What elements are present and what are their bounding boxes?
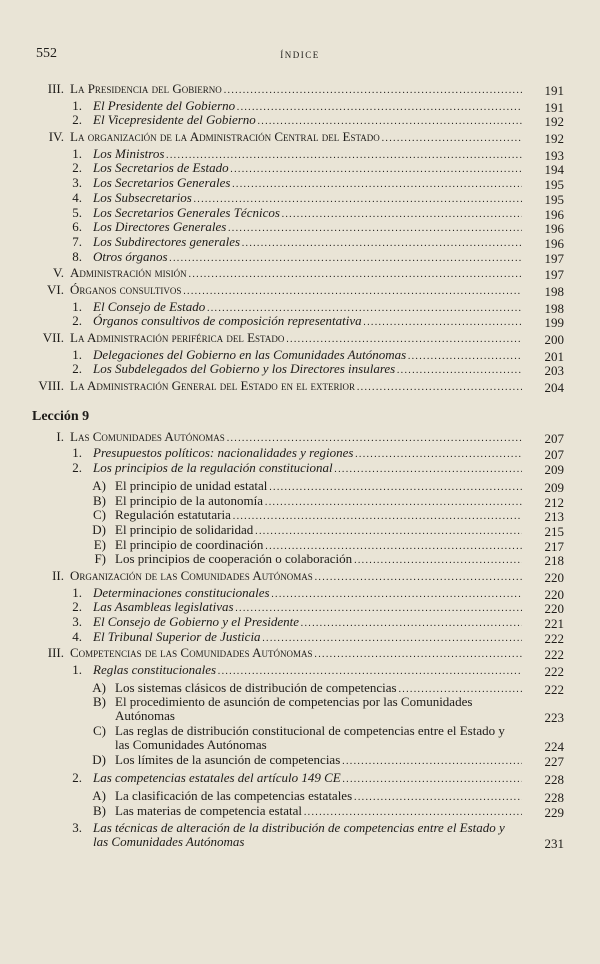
toc-entry-title: El Consejo de Gobierno y el Presidente . . .	[93, 615, 522, 632]
toc-entry-title: El principio de solidaridad . . .	[115, 523, 522, 540]
running-title: ÍNDICE	[280, 50, 320, 60]
toc-entry-number: A)	[92, 787, 106, 803]
toc-entry-page: 199	[544, 315, 564, 331]
toc-entry-page: 204	[544, 380, 564, 396]
toc-entry	[0, 348, 600, 363]
toc-entry-page: 228	[544, 772, 564, 788]
toc-entry	[0, 586, 600, 601]
toc-entry	[0, 538, 600, 553]
toc-entry	[0, 523, 600, 538]
toc-entry-page: 209	[544, 479, 564, 495]
toc-entry-page: 200	[544, 332, 564, 347]
toc-entry-title: Los Subsecretarios . . .	[93, 191, 522, 208]
toc-entry	[0, 161, 600, 176]
toc-entry-number: III.	[47, 645, 64, 661]
toc-entry-title: Los Subdirectores generales . . .	[93, 235, 522, 252]
toc-entry-number: I.	[56, 428, 64, 444]
toc-entry	[0, 99, 600, 114]
toc-entry-page: 223	[544, 710, 564, 726]
toc-entry-title: Los Secretarios Generales . . .	[93, 176, 522, 193]
toc-entry-number: 1.	[72, 346, 82, 362]
toc-entry-number: F)	[94, 551, 106, 567]
toc-entry-page: 193	[544, 147, 564, 163]
toc-entry-page: 191	[544, 83, 564, 98]
toc-entry-number: 1.	[72, 662, 82, 678]
toc-entry-number: 3.	[72, 614, 82, 629]
toc-entry-title: Las reglas de distribución constitucional de competencias entre el Estado y las Comunidades Autónomas	[115, 723, 505, 753]
toc-entry-title: Los Ministros . . .	[93, 147, 522, 164]
toc-entry-number: 7.	[72, 233, 82, 249]
toc-entry-number: 1.	[72, 298, 82, 314]
toc-entry-page: 207	[544, 430, 564, 446]
toc-entry-number: 8.	[72, 248, 82, 264]
toc-entry-page: 198	[544, 283, 564, 299]
toc-entry	[0, 753, 600, 768]
toc-entry	[0, 494, 600, 509]
toc-entry-page: 212	[544, 494, 564, 510]
toc-entry-page: 220	[544, 601, 564, 617]
toc-entry-title: Regulación estatutaria . . .	[115, 508, 522, 525]
toc-entry	[0, 176, 600, 191]
toc-entry-number: D)	[92, 521, 106, 537]
toc-entry	[0, 113, 600, 128]
toc-entry-title: Órganos consultivos . . .	[70, 283, 522, 300]
toc-entry-page: 209	[544, 462, 564, 478]
toc-entry-number: C)	[93, 507, 106, 523]
toc-entry-title: El principio de coordinación . . .	[115, 538, 522, 555]
toc-entry-number: 2.	[72, 112, 82, 128]
toc-entry	[0, 235, 600, 250]
table-of-contents	[0, 82, 600, 850]
toc-entry-page: 194	[544, 162, 564, 178]
toc-entry	[0, 266, 600, 281]
toc-entry-number: C)	[93, 723, 106, 739]
toc-entry-page: 192	[544, 114, 564, 130]
toc-entry-title: Los principios de la regulación constitucional . . .	[93, 461, 522, 478]
toc-entry-number: III.	[47, 81, 64, 96]
page-number: 552	[36, 46, 57, 61]
toc-entry-page: 222	[544, 681, 564, 697]
toc-entry-title: El Presidente del Gobierno . . .	[93, 99, 522, 116]
toc-entry-number: 4.	[72, 628, 82, 644]
toc-entry-page: 217	[544, 538, 564, 554]
toc-entry-number: 1.	[72, 145, 82, 161]
toc-entry-number: 1.	[72, 97, 82, 113]
toc-entry-title: La Administración General del Estado en el exterior . . .	[70, 379, 522, 396]
toc-entry	[0, 789, 600, 804]
toc-entry-number: B)	[93, 694, 106, 710]
toc-entry-page: 224	[544, 739, 564, 755]
toc-entry-page: 222	[544, 647, 564, 663]
toc-entry-number: VIII.	[38, 378, 64, 394]
toc-entry-title: Los Secretarios Generales Técnicos . . .	[93, 206, 522, 223]
toc-entry	[0, 695, 600, 724]
toc-entry-title: Administración misión . . .	[70, 266, 522, 283]
toc-entry-title: Las Comunidades Autónomas . . .	[70, 430, 522, 447]
lesson-heading	[0, 404, 600, 428]
toc-entry-page: 220	[544, 586, 564, 602]
toc-entry-title: El Vicepresidente del Gobierno . . .	[93, 113, 522, 130]
toc-entry	[0, 724, 600, 753]
toc-entry	[0, 569, 600, 584]
toc-entry-page: 195	[544, 177, 564, 193]
toc-entry-title: Los sistemas clásicos de distribución de competencias . . .	[115, 681, 522, 698]
toc-entry-number: A)	[92, 679, 106, 695]
toc-entry-number: 2.	[72, 313, 82, 329]
toc-entry-number: 3.	[72, 820, 82, 836]
toc-entry-page: 222	[544, 664, 564, 680]
toc-entry-number: IV.	[48, 129, 64, 145]
toc-entry	[0, 804, 600, 819]
toc-entry	[0, 646, 600, 661]
toc-entry-number: D)	[92, 752, 106, 768]
toc-entry-number: B)	[93, 492, 106, 508]
toc-entry-page: 221	[544, 616, 564, 631]
toc-entry	[0, 283, 600, 298]
toc-entry-page: 191	[544, 99, 564, 115]
toc-entry	[0, 681, 600, 696]
toc-entry-number: VII.	[42, 330, 64, 345]
toc-entry-number: A)	[92, 477, 106, 493]
toc-entry-title: Los Directores Generales . . .	[93, 220, 522, 237]
toc-entry-page: 197	[544, 250, 564, 266]
toc-entry	[0, 508, 600, 523]
toc-entry	[0, 362, 600, 377]
lesson-title: Lección 9	[32, 409, 90, 424]
toc-entry-page: 196	[544, 235, 564, 251]
toc-entry	[0, 147, 600, 162]
toc-entry	[0, 331, 600, 346]
toc-entry-title: Competencias de las Comunidades Autónomas . . .	[70, 646, 522, 663]
toc-entry-page: 196	[544, 206, 564, 222]
toc-entry	[0, 771, 600, 786]
toc-entry	[0, 191, 600, 206]
toc-entry-number: 1.	[72, 445, 82, 461]
toc-entry-page: 231	[544, 836, 564, 852]
toc-entry-title: Determinaciones constitucionales . . .	[93, 586, 522, 603]
toc-entry-page: 227	[544, 754, 564, 770]
toc-entry-title: El principio de unidad estatal . . .	[115, 479, 522, 496]
toc-entry-number: 4.	[72, 189, 82, 205]
toc-entry	[0, 250, 600, 265]
toc-entry-number: VI.	[47, 281, 64, 297]
toc-entry	[0, 600, 600, 615]
toc-entry-title: La Administración periférica del Estado . . .	[70, 331, 522, 348]
toc-entry	[0, 220, 600, 235]
toc-entry-title: Órganos consultivos de composición representativa . . .	[93, 314, 522, 331]
toc-entry-title: El Tribunal Superior de Justicia . . .	[93, 630, 522, 647]
toc-entry-number: 2.	[72, 160, 82, 176]
toc-entry-title: El Consejo de Estado . . .	[93, 300, 522, 317]
toc-entry-page: 228	[544, 789, 564, 805]
toc-entry-page: 222	[544, 630, 564, 646]
toc-entry	[0, 663, 600, 678]
toc-entry	[0, 379, 600, 394]
toc-entry-page: 229	[544, 804, 564, 820]
page-header	[0, 46, 600, 66]
toc-entry	[0, 821, 600, 850]
toc-entry-page: 215	[544, 523, 564, 539]
toc-entry-title: Organización de las Comunidades Autónomas . . .	[70, 569, 522, 586]
toc-entry-title: Las competencias estatales del artículo 149 CE . . .	[93, 771, 522, 788]
toc-entry-title: El procedimiento de asunción de competencias por las Comunidades Autónomas	[115, 694, 473, 724]
toc-entry-number: 3.	[72, 175, 82, 191]
toc-entry-number: E)	[93, 536, 106, 552]
toc-entry-number: 6.	[72, 219, 82, 235]
toc-entry-title: Las materias de competencia estatal . . .	[115, 804, 522, 821]
toc-entry-number: 2.	[72, 599, 82, 615]
toc-entry-page: 201	[544, 348, 564, 364]
toc-entry	[0, 446, 600, 461]
toc-entry-title: Los Secretarios de Estado . . .	[93, 161, 522, 178]
toc-entry	[0, 552, 600, 567]
toc-entry	[0, 461, 600, 476]
toc-entry-title: Reglas constitucionales . . .	[93, 663, 522, 680]
toc-entry-number: 2.	[72, 460, 82, 476]
toc-entry-number: 5.	[72, 204, 82, 220]
toc-entry-title: Las técnicas de alteración de la distribución de competencias entre el Estado y las Comunidades Autónomas	[93, 820, 505, 850]
toc-entry-title: El principio de la autonomía . . .	[115, 494, 522, 511]
toc-entry-page: 198	[544, 300, 564, 316]
toc-entry-page: 192	[544, 131, 564, 147]
toc-entry	[0, 300, 600, 315]
toc-entry-title: Los límites de la asunción de competencias . . .	[115, 753, 522, 770]
toc-entry	[0, 615, 600, 630]
toc-entry-title: La clasificación de las competencias estatales . . .	[115, 789, 522, 806]
toc-entry-title: La organización de la Administración Central del Estado . . .	[70, 130, 522, 147]
toc-entry	[0, 82, 600, 97]
toc-entry-page: 203	[544, 363, 564, 379]
toc-entry	[0, 206, 600, 221]
toc-entry-page: 220	[544, 569, 564, 585]
toc-entry-title: Los principios de cooperación o colaboración . . .	[115, 552, 522, 569]
toc-entry	[0, 479, 600, 494]
toc-entry-page: 207	[544, 447, 564, 463]
toc-entry-page: 195	[544, 191, 564, 207]
toc-entry-page: 213	[544, 509, 564, 525]
toc-entry-number: V.	[53, 265, 64, 281]
toc-entry-title: Otros órganos . . .	[93, 250, 522, 267]
toc-entry-number: 2.	[72, 770, 82, 786]
toc-entry-number: 2.	[72, 361, 82, 377]
toc-entry-title: Las Asambleas legislativas . . .	[93, 600, 522, 617]
toc-entry-page: 218	[544, 553, 564, 569]
toc-entry-number: II.	[52, 567, 64, 583]
toc-entry-title: Los Subdelegados del Gobierno y los Directores insulares . . .	[93, 362, 522, 379]
toc-entry-title: Delegaciones del Gobierno en las Comunidades Autónomas . . .	[93, 348, 522, 365]
toc-entry	[0, 630, 600, 645]
toc-entry	[0, 130, 600, 145]
toc-entry-page: 196	[544, 221, 564, 237]
toc-entry-title: Presupuestos políticos: nacionalidades y regiones . . .	[93, 446, 522, 463]
toc-entry-number: 1.	[72, 584, 82, 600]
toc-entry	[0, 430, 600, 445]
toc-entry-title: La Presidencia del Gobierno . . .	[70, 82, 522, 99]
toc-entry	[0, 314, 600, 329]
toc-entry-page: 197	[544, 267, 564, 283]
toc-entry-number: B)	[93, 802, 106, 818]
